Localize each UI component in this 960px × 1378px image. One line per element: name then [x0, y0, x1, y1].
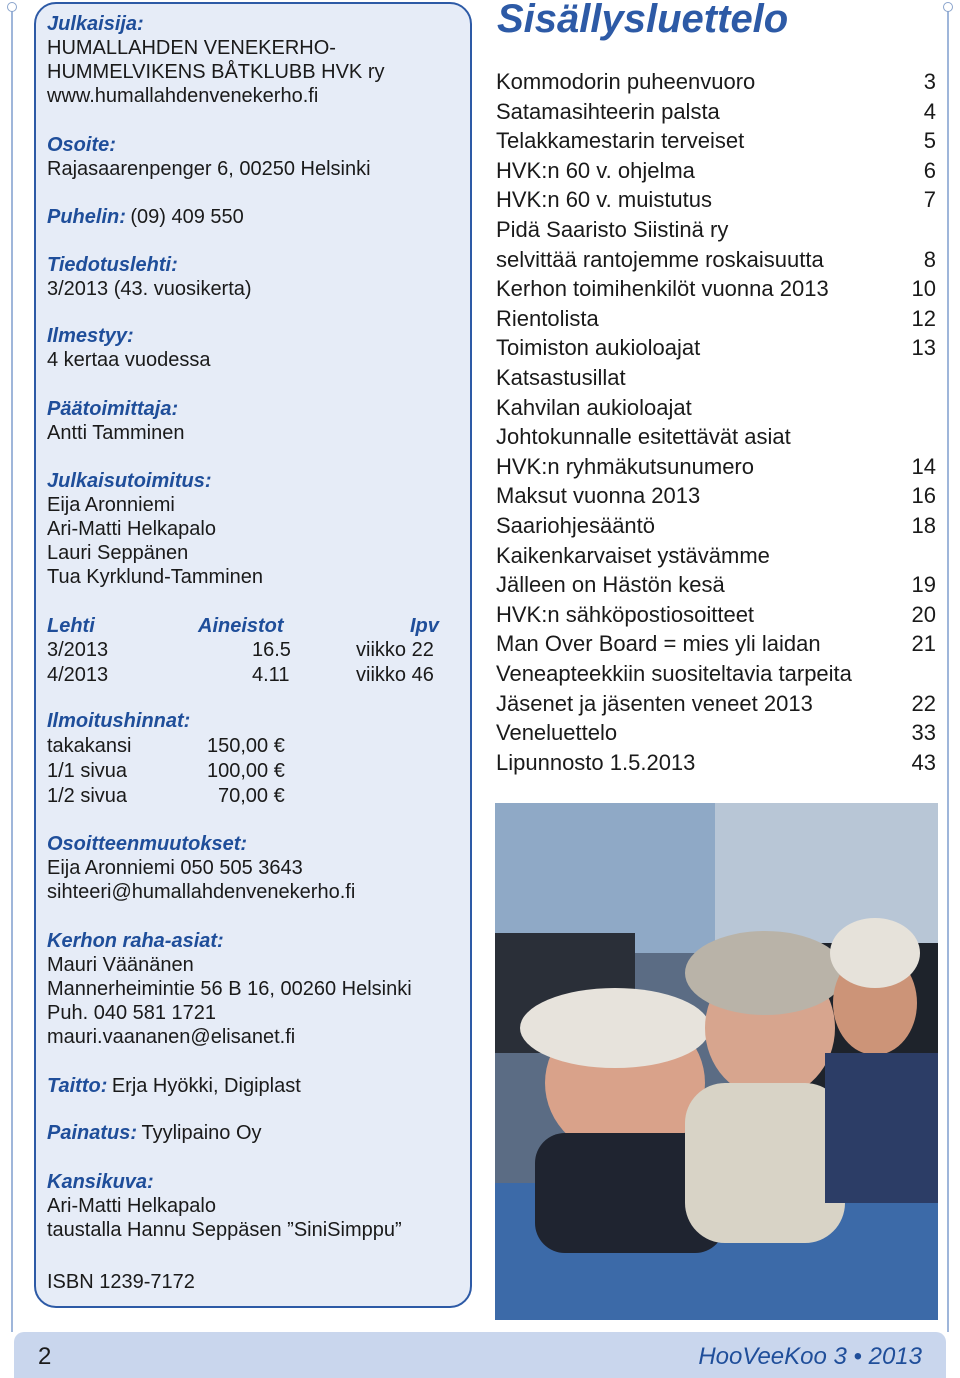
toc-item-page: 3 — [923, 69, 936, 94]
toc-item-page: 7 — [923, 187, 936, 213]
cover-photo-credit: Ari-Matti Helkapalo — [47, 1195, 216, 1217]
toc-item-title: Kerhon toimihenkilöt vuonna 2013 — [496, 276, 829, 302]
magazine-title: HooVeeKoo 3 • 2013 — [698, 1343, 922, 1370]
toc-item-page: 10 — [911, 276, 936, 302]
schedule-header-issue: Lehti — [47, 615, 95, 637]
toc-item-title: Man Over Board = mies yli laidan — [496, 631, 821, 657]
schedule-cell: 4/2013 — [47, 664, 109, 686]
toc-item-page: 21 — [911, 631, 936, 657]
toc-item-title: Rientolista — [496, 305, 599, 331]
toc-item — [496, 333, 936, 362]
toc-item — [496, 274, 936, 303]
toc-item — [496, 304, 936, 333]
publisher-website: www.humallahdenvenekerho.fi — [47, 85, 319, 107]
toc-item-page: 19 — [911, 572, 936, 598]
editorial-team-member: Ari-Matti Helkapalo — [47, 518, 216, 540]
finance-label: Kerhon raha-asiat: — [47, 930, 224, 952]
publisher-label: Julkaisija: — [47, 13, 144, 35]
price-value: 150,00 € — [207, 735, 285, 757]
printing-block — [47, 1121, 262, 1145]
page-number: 2 — [38, 1343, 52, 1370]
frequency-block — [47, 324, 210, 372]
toc-item-title: Kaikenkarvaiset ystävämme — [496, 542, 770, 568]
toc-item-title: Veneluettelo — [496, 720, 618, 746]
toc-item-page: 8 — [923, 246, 936, 272]
schedule-header-material: Aineistot — [198, 615, 284, 637]
cover-photo-note: taustalla Hannu Seppäsen ”SiniSimppu” — [47, 1219, 402, 1241]
toc-item-page: 43 — [911, 749, 936, 775]
ad-prices-label — [47, 709, 190, 733]
toc-item-title: HVK:n 60 v. ohjelma — [496, 157, 695, 183]
address-label: Osoite: — [47, 134, 116, 156]
finance-name: Mauri Väänänen — [47, 954, 194, 976]
toc-item — [496, 570, 936, 599]
editorial-team-label: Julkaisutoimitus: — [47, 470, 212, 492]
finance-phone: Puh. 040 581 1721 — [47, 1002, 217, 1024]
editorial-team-block — [47, 469, 263, 589]
layout-block — [47, 1074, 301, 1098]
editorial-team-member: Eija Aronniemi — [47, 494, 175, 516]
frequency-value: 4 kertaa vuodessa — [47, 349, 211, 371]
toc-item-title: Telakkamestarin terveiset — [496, 128, 745, 154]
toc-item — [496, 185, 936, 214]
printing-label: Painatus: — [47, 1122, 138, 1144]
toc-item-title: selvittää rantojemme roskaisuutta — [496, 246, 824, 272]
toc-item-title: Toimiston aukioloajat — [496, 335, 701, 361]
address-changes-email: sihteeri@humallahdenvenekerho.fi — [47, 881, 356, 903]
finance-address: Mannerheimintie 56 B 16, 00260 Helsinki — [47, 978, 412, 1000]
toc-item-page: 4 — [923, 98, 936, 124]
toc-item — [496, 422, 936, 451]
ad-prices-heading: Ilmoitushinnat: — [47, 710, 191, 732]
toc-item — [496, 629, 936, 658]
toc-item-page: 16 — [911, 483, 936, 509]
editor-label: Päätoimittaja: — [47, 398, 179, 420]
toc-item — [496, 245, 936, 274]
toc-item — [496, 363, 936, 392]
toc-item — [496, 748, 936, 777]
toc-item-title: Veneapteekkiin suositeltavia tarpeita — [496, 661, 852, 686]
toc-item — [496, 67, 936, 96]
toc-item-title: Katsastusillat — [496, 365, 626, 390]
cover-photo-label: Kansikuva: — [47, 1171, 154, 1193]
toc-item — [496, 481, 936, 510]
toc-item-title: Saariohjesääntö — [496, 513, 656, 538]
editorial-team-member: Lauri Seppänen — [47, 542, 189, 564]
toc-item-title: Johtokunnalle esitettävät asiat — [496, 424, 791, 450]
publisher-block — [47, 12, 384, 108]
schedule-cell: 16.5 — [252, 639, 291, 661]
address-changes-contact: Eija Aronniemi 050 505 3643 — [47, 857, 303, 879]
price-value: 70,00 € — [218, 785, 285, 807]
editorial-team-member: Tua Kyrklund-Tamminen — [47, 566, 264, 588]
toc-item — [496, 511, 936, 540]
toc-item-title: HVK:n sähköpostiosoitteet — [496, 601, 755, 627]
toc-item-page: 22 — [911, 690, 936, 716]
newsletter-label: Tiedotuslehti: — [47, 254, 178, 276]
editor-value: Antti Tamminen — [47, 422, 185, 444]
toc-item-page: 33 — [911, 720, 936, 746]
toc-item — [496, 541, 936, 570]
frame-line-left — [11, 10, 13, 1332]
toc-item-page: 14 — [911, 453, 936, 479]
layout-label: Taitto: — [47, 1075, 108, 1097]
toc-item-page: 13 — [911, 335, 936, 361]
schedule-cell: viikko 46 — [356, 664, 434, 686]
toc-item-title: Satamasihteerin palsta — [496, 98, 720, 124]
price-item: 1/1 sivua — [47, 760, 128, 782]
toc-item — [496, 97, 936, 126]
toc-item — [496, 659, 936, 688]
toc-item-title: Kahvilan aukioloajat — [496, 394, 692, 420]
toc-item — [496, 689, 936, 718]
price-item: 1/2 sivua — [47, 785, 128, 807]
toc-item — [496, 126, 936, 155]
isbn: ISBN 1239-7172 — [47, 1271, 195, 1293]
toc-item — [496, 452, 936, 481]
publisher-name-line: HUMALLAHDEN VENEKERHO- — [47, 37, 336, 59]
toc-item-page: 6 — [923, 157, 936, 183]
schedule-cell: viikko 22 — [356, 639, 434, 661]
address-changes-label: Osoitteenmuutokset: — [47, 833, 248, 855]
toc-item — [496, 600, 936, 629]
schedule-cell: 3/2013 — [47, 639, 109, 661]
publisher-name-line: HUMMELVIKENS BÅTKLUBB HVK ry — [47, 61, 385, 83]
cover-photo — [495, 803, 938, 1320]
toc-item-title: Jäsenet ja jäsenten veneet 2013 — [496, 690, 813, 716]
frame-pin-icon — [943, 2, 953, 12]
schedule-header-delivery: Ipv — [410, 615, 439, 637]
toc-title: Sisällysluettelo — [497, 0, 789, 41]
toc-item-title: Pidä Saaristo Siistinä ry — [496, 217, 729, 242]
schedule-cell: 4.11 — [252, 664, 290, 686]
toc-item — [496, 156, 936, 185]
toc-item-title: Maksut vuonna 2013 — [496, 483, 701, 509]
toc-item-title: HVK:n ryhmäkutsunumero — [496, 453, 754, 479]
newsletter-block — [47, 253, 252, 301]
price-item: takakansi — [47, 735, 132, 757]
phone-label: Puhelin: — [47, 206, 126, 228]
toc-item-page: 12 — [911, 305, 936, 331]
frame-pin-icon — [7, 2, 17, 12]
toc-item-title: Jälleen on Hästön kesä — [496, 572, 725, 598]
finance-email: mauri.vaananen@elisanet.fi — [47, 1026, 296, 1048]
frame-line-right — [947, 10, 949, 1332]
toc-item — [496, 393, 936, 422]
price-value: 100,00 € — [207, 760, 285, 782]
toc-item-title: Lipunnosto 1.5.2013 — [496, 749, 696, 775]
phone-value: (09) 409 550 — [130, 206, 244, 228]
newsletter-value: 3/2013 (43. vuosikerta) — [47, 278, 252, 300]
toc-item — [496, 215, 936, 244]
phone-block — [47, 205, 244, 229]
layout-value: Erja Hyökki, Digiplast — [111, 1075, 301, 1097]
frequency-label: Ilmestyy: — [47, 325, 134, 347]
toc-item — [496, 718, 936, 747]
toc-item-title: HVK:n 60 v. muistutus — [496, 187, 713, 213]
toc-item-title: Kommodorin puheenvuoro — [496, 69, 756, 94]
finance-block — [47, 929, 412, 1049]
address-value: Rajasaarenpenger 6, 00250 Helsinki — [47, 158, 371, 180]
editor-block — [47, 397, 184, 445]
address-changes-block — [47, 832, 355, 904]
toc-item-page: 18 — [911, 513, 936, 538]
printing-value: Tyylipaino Oy — [141, 1122, 262, 1144]
toc-item-page: 20 — [911, 601, 936, 627]
toc-item-page: 5 — [923, 128, 936, 154]
address-block — [47, 133, 371, 181]
cover-photo-block — [47, 1170, 402, 1242]
